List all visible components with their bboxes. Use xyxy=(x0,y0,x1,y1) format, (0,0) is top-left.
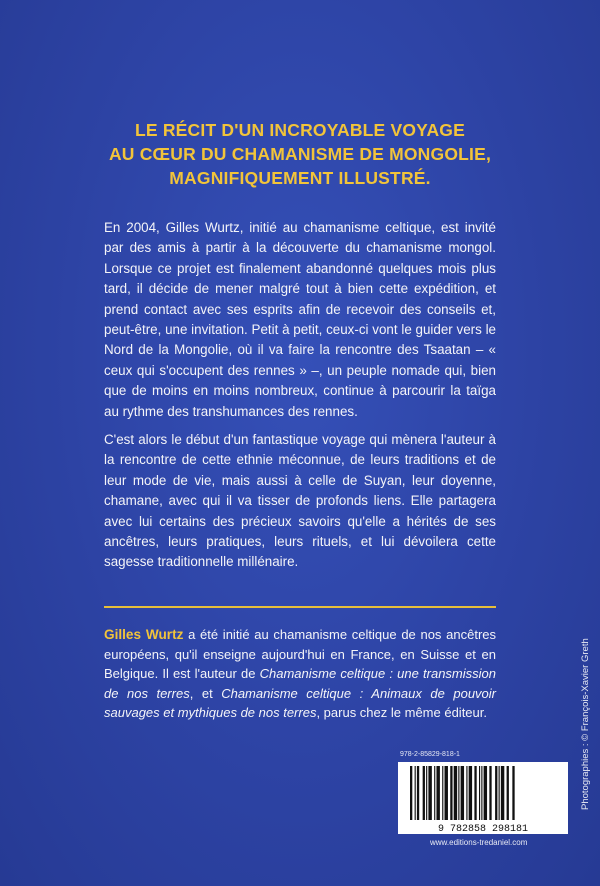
barcode-bar xyxy=(512,766,514,820)
barcode-bar xyxy=(474,766,476,820)
barcode-bar xyxy=(484,766,487,820)
barcode-bar xyxy=(501,766,504,820)
barcode-bar xyxy=(428,766,431,820)
barcode-bar xyxy=(466,766,467,820)
barcode-bar xyxy=(454,766,457,820)
bio-text-2: , et xyxy=(189,685,222,701)
barcode-bar xyxy=(507,766,509,820)
book-title-2: Chamanisme celtique : Animaux de pouvoir sauvages et mythiques de nos terres xyxy=(104,685,496,721)
barcode-bar xyxy=(450,766,452,820)
publisher-website: www.editions-tredaniel.com xyxy=(430,838,528,847)
barcode-bar xyxy=(445,766,448,820)
barcode-bar xyxy=(458,766,459,820)
headline-line-1: LE RÉCIT D'UN INCROYABLE VOYAGE xyxy=(135,120,465,140)
divider-line xyxy=(104,606,496,608)
barcode-bar xyxy=(426,766,427,820)
bio-text-3: , parus chez le même éditeur. xyxy=(316,705,487,721)
book-title-1: Chamanisme celtique : une transmission de nos terres xyxy=(104,666,496,701)
author-name: Gilles Wurtz xyxy=(104,627,184,642)
barcode-bar xyxy=(469,766,472,820)
barcode-bar xyxy=(495,766,497,820)
barcode-bar xyxy=(423,766,425,820)
barcode-bar xyxy=(417,766,419,820)
barcode-digits: 9 782858 298181 xyxy=(437,824,529,834)
summary-paragraph-2: C'est alors le début d'un fantastique voyage qui mènera l'auteur à la rencontre de cette ethnie méconnue, de leurs traditions et de leur mode de vie, mais aussi à celle de Suyan, leur doyenne, chamane, avec qui il va tisser de profonds liens. Elle partagera avec lui certains des précieux savoirs qu'elle a hérités de ses ancêtres, leurs pratiques, leurs rituels, et lui dévoilera cette sagesse traditionnelle millénaire. xyxy=(104,432,496,570)
barcode-bar xyxy=(434,766,435,820)
headline-line-3: MAGNIFIQUEMENT ILLUSTRÉ. xyxy=(169,168,431,188)
barcode-bar xyxy=(489,766,491,820)
barcode xyxy=(398,762,568,834)
barcode-bars xyxy=(410,766,515,820)
isbn-number: 978-2-85829-818-1 xyxy=(400,751,460,758)
barcode-bar xyxy=(436,766,439,820)
summary-paragraph-1: En 2004, Gilles Wurtz, initié au chamanisme celtique, est invité par des amis à partir à la découverte du chamanisme mongol. Lorsque ce projet est finalement abandonné quelques mois plus tard, il décide de mener malgré tout à bien cette expédition, et prend contact avec ses esprits afin de recevoir des conseils et, peut-être, une invitation. Petit à petit, ceux-ci vont le guider vers le Nord de la Mongolie, où il va faire la rencontre des Tsaatan – « ceux qui s'occupent des rennes » –, un peuple nomade qui, bien que de moins en moins nombreux, continue à parcourir la taïga au rythme des transhumances des rennes. xyxy=(104,220,496,419)
barcode-bar xyxy=(442,766,443,820)
barcode-bar xyxy=(415,766,416,820)
photo-credit: Photographies : © François-Xavier Greth xyxy=(580,638,591,810)
author-bio xyxy=(104,625,496,723)
barcode-bar xyxy=(479,766,480,820)
headline xyxy=(60,118,540,190)
barcode-bar xyxy=(481,766,482,820)
barcode-bar xyxy=(461,766,464,820)
barcode-bar xyxy=(410,766,412,820)
barcode-graphic xyxy=(398,762,568,834)
headline-line-2: AU CŒUR DU CHAMANISME DE MONGOLIE, xyxy=(108,144,492,164)
barcode-bar xyxy=(499,766,500,820)
bio-text-1: a été initié au chamanisme celtique de nos ancêtres européens, qu'il enseigne aujourd'hui en France, en Suisse et en Belgique. Il est l'auteur de xyxy=(104,627,496,682)
